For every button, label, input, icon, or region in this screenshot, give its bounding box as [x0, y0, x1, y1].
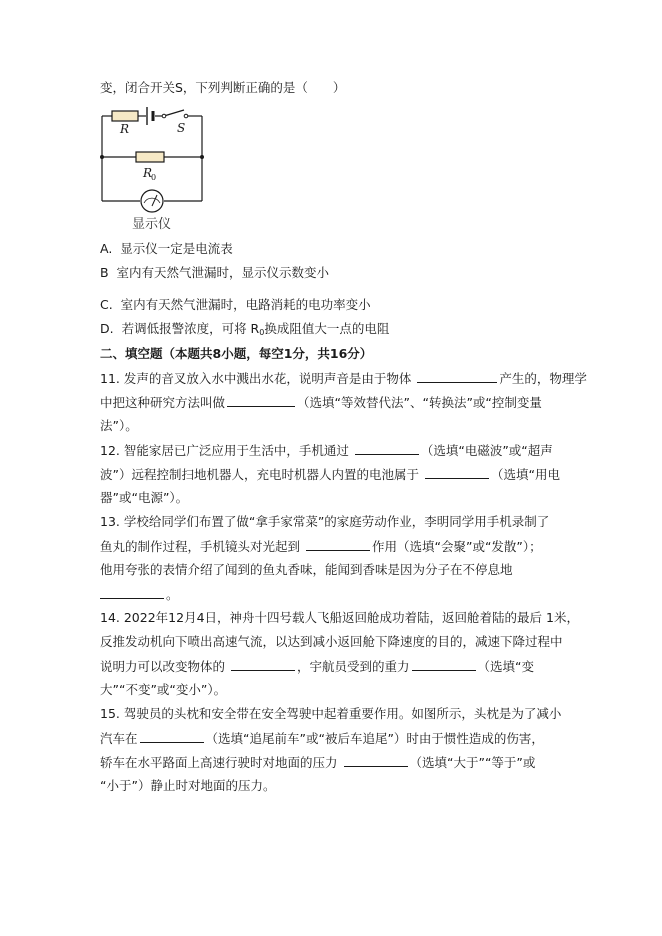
option-text: 显示仪一定是电流表	[120, 241, 233, 256]
answer-blank	[417, 370, 497, 383]
resistor-r	[112, 111, 138, 121]
answer-blank	[412, 658, 476, 671]
switch-contact-right	[184, 114, 188, 118]
circuit-diagram	[98, 102, 208, 234]
answer-blank	[100, 586, 164, 599]
option-c	[100, 297, 371, 313]
label-r0-sub: 0	[151, 173, 157, 182]
q14-line-4: 大”“不变”或“变小”）。	[100, 682, 227, 697]
section-heading: 二、填空题（本题共8小题，每空1分，共16分）	[100, 346, 373, 361]
q12-line-1: 12. 智能家居已广泛应用于生活中，手机通过 （选填“电磁波”或“超声	[100, 443, 553, 458]
option-text: 若调低报警浓度，可将 R	[121, 321, 260, 336]
option-letter: D.	[100, 321, 114, 336]
option-d	[100, 321, 389, 341]
label-r: R	[120, 122, 130, 136]
q14-line-3: 说明力可以改变物体的 ，宇航员受到的重力 （选填“变	[100, 659, 534, 674]
q15-line-3: 轿车在水平路面上高速行驶时对地面的压力 （选填“大于”“等于”或	[100, 755, 536, 770]
label-s: S	[177, 121, 186, 135]
q14-line-2: 反推发动机向下喷出高速气流，以达到减小返回舱下降速度的目的，减速下降过程中	[100, 634, 563, 649]
option-letter: A.	[100, 241, 113, 256]
label-meter: 显示仪	[132, 217, 172, 232]
answer-blank	[355, 442, 419, 455]
q13-line-2: 鱼丸的制作过程，手机镜头对光起到 作用（选填“会聚”或“发散”）；	[100, 539, 542, 554]
q11-line-2: 中把这种研究方法叫做 （选填“等效替代法”、“转换法”或“控制变量	[100, 395, 542, 410]
switch-lever	[164, 110, 184, 116]
option-text-end: 换成阻值大一点的电阻	[264, 321, 390, 336]
option-letter: B	[100, 265, 109, 280]
option-a	[100, 241, 233, 257]
answer-blank	[231, 658, 295, 671]
q13-line-1: 13. 学校给同学们布置了做“拿手家常菜”的家庭劳动作业，李明同学用手机录制了	[100, 514, 550, 529]
q11-line-1: 11. 发声的音叉放入水中溅出水花，说明声音是由于物体 产生的，物理学	[100, 371, 587, 386]
answer-blank	[140, 730, 204, 743]
q14-line-1: 14. 2022年12月4日，神舟十四号载人飞船返回舱成功着陆，返回舱着陆的最后 1米，	[100, 610, 579, 625]
junction-right	[200, 155, 204, 159]
q13-line-3: 他用夸张的表情介绍了闻到的鱼丸香味，能闻到香味是因为分子在不停息地	[100, 562, 513, 577]
answer-blank	[344, 754, 408, 767]
resistor-r0	[136, 152, 164, 162]
answer-blank	[227, 394, 295, 407]
q10-stem: 变，闭合开关S，下列判断正确的是（ ）	[100, 80, 346, 95]
q12-line-3: 器”或“电源”）。	[100, 490, 189, 505]
q15-line-4: “小于”）静止时对地面的压力。	[100, 778, 276, 793]
option-b	[100, 265, 329, 281]
option-text: 室内有天然气泄漏时，电路消耗的电功率变小	[120, 297, 371, 312]
switch-contact-left	[162, 114, 166, 118]
option-letter: C.	[100, 297, 113, 312]
junction-left	[100, 155, 104, 159]
answer-blank	[306, 538, 370, 551]
q12-line-2: 波”）远程控制扫地机器人，充电时机器人内置的电池属于 （选填“用电	[100, 467, 560, 482]
option-text: 室内有天然气泄漏时，显示仪示数变小	[116, 265, 330, 280]
meter-icon	[141, 190, 163, 212]
answer-blank	[425, 466, 489, 479]
label-r0: R	[143, 166, 153, 180]
q15-line-2: 汽车在 （选填“追尾前车”或“被后车追尾”）时由于惯性造成的伤害，	[100, 731, 544, 746]
q15-line-1: 15. 驾驶员的头枕和安全带在安全驾驶中起着重要作用。如图所示，头枕是为了减小	[100, 706, 562, 721]
q13-line-4: 。	[100, 586, 179, 603]
q11-line-3: 法”）。	[100, 418, 138, 433]
option-sub: 0	[259, 328, 265, 337]
